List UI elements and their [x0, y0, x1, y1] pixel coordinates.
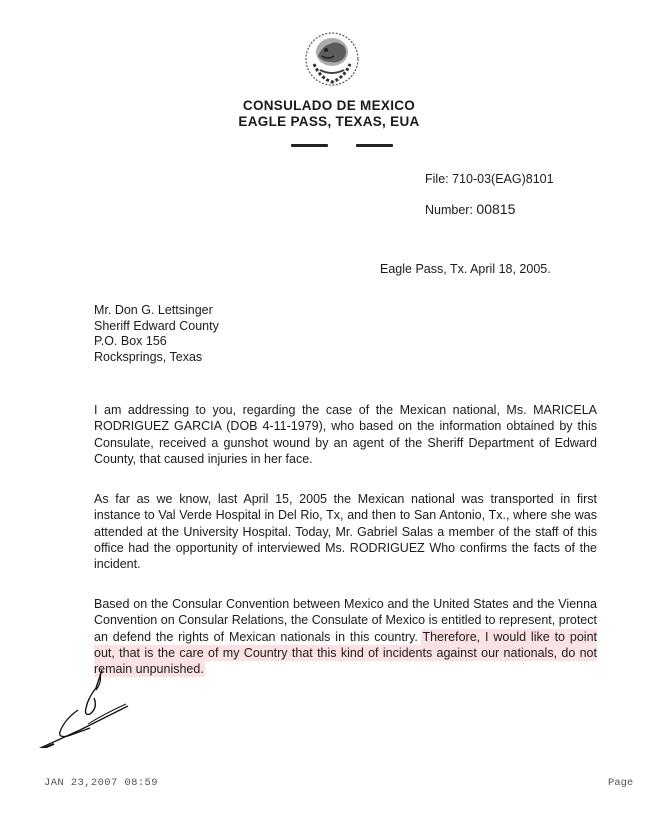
- body-paragraph-1: I am addressing to you, regarding the case of the Mexican national, Ms. MARICELA RODRIGUEZ GARCIA (DOB 4-11-1979), who based on the information obtained by this Consulate, received a gunshot wound by an agent of the Sheriff Department of Edward County, that caused injuries in her face.: [94, 403, 597, 466]
- recipient-name: Mr. Don G. Lettsinger: [94, 303, 213, 317]
- mexican-seal-icon: [300, 26, 364, 92]
- header-divider-left: [291, 144, 328, 147]
- number-label: Number:: [425, 203, 473, 217]
- consulate-location: EAGLE PASS, TEXAS, EUA: [238, 114, 420, 129]
- body-paragraph-2: As far as we know, last April 15, 2005 the Mexican national was transported in first instance to Val Verde Hospital in Del Rio, Tx, and then to San Antonio, Tx., where she was attended at the University Hospital. Today, Mr. Gabriel Salas a member of the staff of this office had the opportunity of interviewed Ms. RODRIGUEZ Who confirms the facts of the incident.: [94, 492, 597, 572]
- recipient-address: [94, 303, 219, 365]
- file-value: 710-03(EAG)8101: [452, 172, 554, 186]
- file-label: File:: [425, 172, 449, 186]
- consulate-name: CONSULADO DE MEXICO: [242, 98, 416, 113]
- file-reference: [425, 172, 554, 186]
- highlighted-text: Therefore, I would like to point out, that is the care of my Country that this kind of incidents against our nationals, do not remain unpunished.: [94, 629, 597, 677]
- header-divider-right: [356, 144, 393, 147]
- fax-timestamp: JAN 23,2007 08:59: [44, 777, 158, 789]
- paragraph-3-text: Based on the Consular Convention between Mexico and the United States and the Vienna Convention on Consular Relations, the Consulate of Mexico is entitled to represent, protect an defend the rights of Mexican nationals in this country.: [94, 597, 597, 644]
- number-value: 00815: [476, 201, 516, 217]
- recipient-po-box: P.O. Box 156: [94, 334, 167, 348]
- signature-icon: [28, 668, 138, 748]
- body-paragraph-3: [94, 596, 597, 677]
- dateline: Eagle Pass, Tx. April 18, 2005.: [380, 262, 551, 276]
- recipient-city: Rocksprings, Texas: [94, 349, 203, 364]
- recipient-title: Sheriff Edward County: [94, 318, 219, 333]
- page-label: Page: [608, 777, 634, 789]
- number-reference: [425, 201, 515, 217]
